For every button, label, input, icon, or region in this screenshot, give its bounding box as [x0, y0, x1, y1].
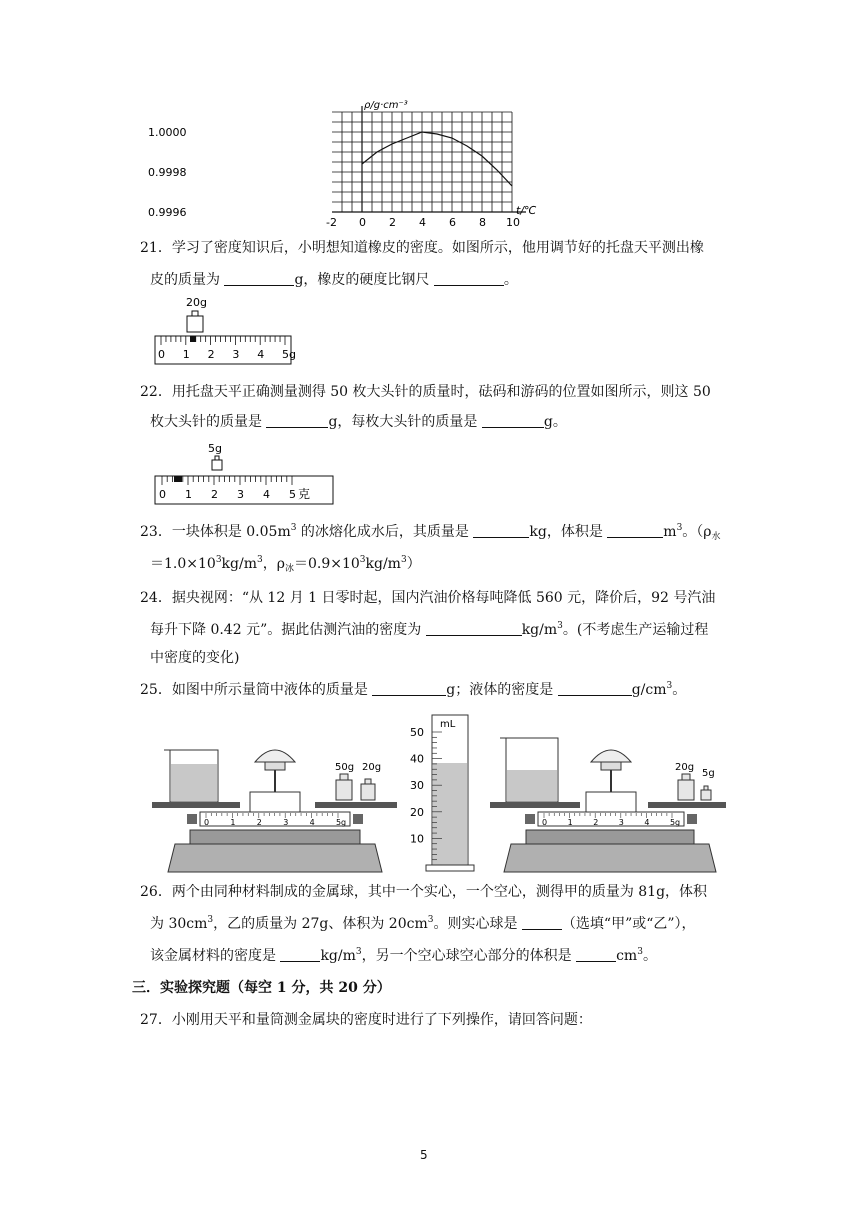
answer-blank[interactable]	[372, 681, 446, 696]
ruler-label: 0	[159, 488, 166, 501]
beam-label: 2	[593, 818, 599, 827]
x-tick-label: 6	[449, 216, 456, 229]
beaker	[164, 750, 218, 802]
q22-line2: 枚大头针的质量是 g，每枚大头针的质量是 g。	[150, 414, 567, 430]
q25-line1: 25．如图中所示量筒中液体的质量是 g；液体的密度是 $g/cm^3$。	[140, 681, 687, 698]
answer-blank[interactable]	[522, 915, 562, 930]
cylinder-tick-label: 20	[410, 805, 424, 819]
beaker	[500, 738, 558, 802]
answer-blank[interactable]	[482, 413, 544, 428]
x-tick-label: 0	[359, 216, 366, 229]
q21-line1	[140, 238, 704, 258]
beam-label: 1	[567, 818, 573, 827]
beam-label: 4	[644, 818, 650, 827]
balance-nut	[187, 814, 197, 824]
balance-base	[504, 844, 716, 872]
svg-text:5g: 5g	[702, 768, 715, 779]
balance-base	[168, 844, 382, 872]
series-line	[362, 132, 512, 186]
answer-blank[interactable]	[558, 681, 632, 696]
answer-blank[interactable]	[576, 947, 616, 962]
beam-label: 4	[309, 818, 315, 827]
weights	[336, 774, 375, 800]
y-tick-label: 1.0000	[148, 126, 187, 139]
q24-line1: 24．据央视网：“从 12 月 1 日零时起，国内汽油价格每吨降低 560 元，降价后，92 号汽油	[140, 590, 716, 606]
balance-nut	[687, 814, 697, 824]
answer-blank[interactable]	[280, 947, 320, 962]
cylinder-tick-label: 50	[410, 726, 424, 739]
pointer-dial	[255, 750, 295, 792]
answer-blank[interactable]	[473, 523, 529, 538]
beam-label: 3	[283, 818, 289, 827]
measuring-cylinder	[410, 705, 474, 875]
answer-blank[interactable]	[434, 271, 504, 286]
beam-unit: g	[675, 818, 681, 827]
beam-label: 0	[204, 818, 210, 827]
x-tick-label: 10	[506, 216, 520, 229]
x-tick-label: 2	[389, 216, 396, 229]
density-temperature-graph	[140, 100, 537, 230]
q21-text: 学习了密度知识后，小明想知道橡皮的密度。如图所示，他用调节好的托盘天平测出橡	[171, 240, 704, 256]
right-pan	[648, 802, 726, 808]
y-axis-label: ρ/g·cm⁻³	[364, 100, 408, 111]
q24-line3: 中密度的变化)	[150, 650, 240, 666]
balance-nut	[353, 814, 363, 824]
q22-line1: 22．用托盘天平正确测量测得 50 枚大头针的质量时，砝码和游码的位置如图所示，则这 50	[140, 384, 711, 400]
ruler-label: 0	[158, 348, 165, 361]
left-pan	[152, 802, 240, 808]
q21-line2: 皮的质量为 g，橡皮的硬度比钢尺 。	[150, 272, 518, 288]
right-pan	[315, 802, 397, 808]
left-pan	[490, 802, 580, 808]
q23-line2: $=1.0\times 10^3kg/m^3$，$\rho_冰=0.9\times 10^3kg/m^3$）	[150, 555, 421, 574]
svg-text:20g: 20g	[675, 762, 695, 773]
ruler-unit: 克	[298, 487, 311, 501]
ruler-label: 5	[289, 488, 296, 501]
cylinder-tick-label: 40	[410, 752, 424, 766]
ruler-label: 1	[185, 488, 192, 501]
section-heading: 三．实验探究题（每空 1 分，共 20 分）	[132, 980, 391, 996]
ruler-label: 3	[237, 488, 244, 501]
svg-text:50g: 50g	[335, 762, 355, 773]
q22-balance-scale-figure	[150, 440, 340, 510]
ruler-label: 5g	[282, 348, 296, 361]
q26-line1: 26．两个由同种材料制成的金属球，其中一个实心，一个空心，测得甲的质量为 81g，体积	[140, 884, 708, 900]
left-balance-figure	[150, 730, 400, 880]
ruler-label: 4	[257, 348, 265, 361]
q24-line2: 每升下降 0.42 元”。据此估测汽油的密度为 $kg/m^3$。(不考虑生产运输过程	[150, 621, 709, 638]
weight-5g	[212, 460, 222, 470]
rider-marker	[174, 476, 182, 482]
y-tick-label: 0.9996	[148, 206, 187, 219]
svg-text:mL: mL	[440, 719, 456, 730]
answer-blank[interactable]	[224, 271, 294, 286]
pointer-dial	[591, 750, 631, 792]
y-tick-label: 0.9998	[148, 166, 187, 179]
rider-ruler	[155, 336, 291, 364]
balance-nut	[525, 814, 535, 824]
question-number: 21．	[140, 240, 172, 256]
x-tick-label: 4	[419, 216, 426, 229]
cylinder-tick-label: 10	[410, 832, 424, 846]
answer-blank[interactable]	[426, 621, 522, 636]
right-balance-figure	[488, 730, 728, 880]
beam-label: 3	[618, 818, 624, 827]
x-tick-label: 8	[479, 216, 486, 229]
weight-label: 20g	[186, 296, 207, 309]
beam-label: 0	[542, 818, 548, 827]
q26-line3: 该金属材料的密度是 $kg/m^3$，另一个空心球空心部分的体积是 $cm^3$。	[150, 947, 657, 964]
x-axis-label: t/℃	[516, 204, 537, 217]
ruler-label: 3	[232, 348, 240, 361]
ruler-label: 1	[182, 348, 190, 361]
q23-line1: 23．一块体积是 $0.05m^3$ 的冰熔化成水后，其质量是 kg，体积是 $m^3$。（$\rho_水$	[140, 523, 721, 542]
weight-20g	[187, 316, 203, 332]
x-tick-label: -2	[326, 216, 337, 229]
answer-blank[interactable]	[607, 523, 663, 538]
beam-label: 5	[336, 818, 342, 827]
beam-scale	[538, 812, 684, 826]
beam-unit: g	[341, 818, 347, 827]
beam-label: 2	[256, 818, 262, 827]
answer-blank[interactable]	[266, 413, 328, 428]
q21-balance-scale-figure	[150, 296, 300, 368]
q26-line2: 为 $30cm^3$，乙的质量为 27g、体积为 $20cm^3$。则实心球是 （选填“甲”或“乙”），	[150, 915, 696, 932]
rider-marker	[190, 336, 196, 342]
svg-text:20g: 20g	[362, 762, 382, 773]
ruler-label: 4	[263, 488, 270, 501]
cylinder-tick-label: 30	[410, 779, 424, 793]
question-number: 22．	[140, 384, 172, 400]
page-number: 5	[420, 1148, 428, 1162]
beam-label: 1	[230, 818, 236, 827]
weight-label: 5g	[208, 442, 222, 455]
beam-label: 5	[670, 818, 676, 827]
ruler-label: 2	[211, 488, 218, 501]
ruler-label: 2	[207, 348, 215, 361]
q27-line1: 27．小刚用天平和量筒测金属块的密度时进行了下列操作，请回答问题：	[140, 1012, 592, 1028]
